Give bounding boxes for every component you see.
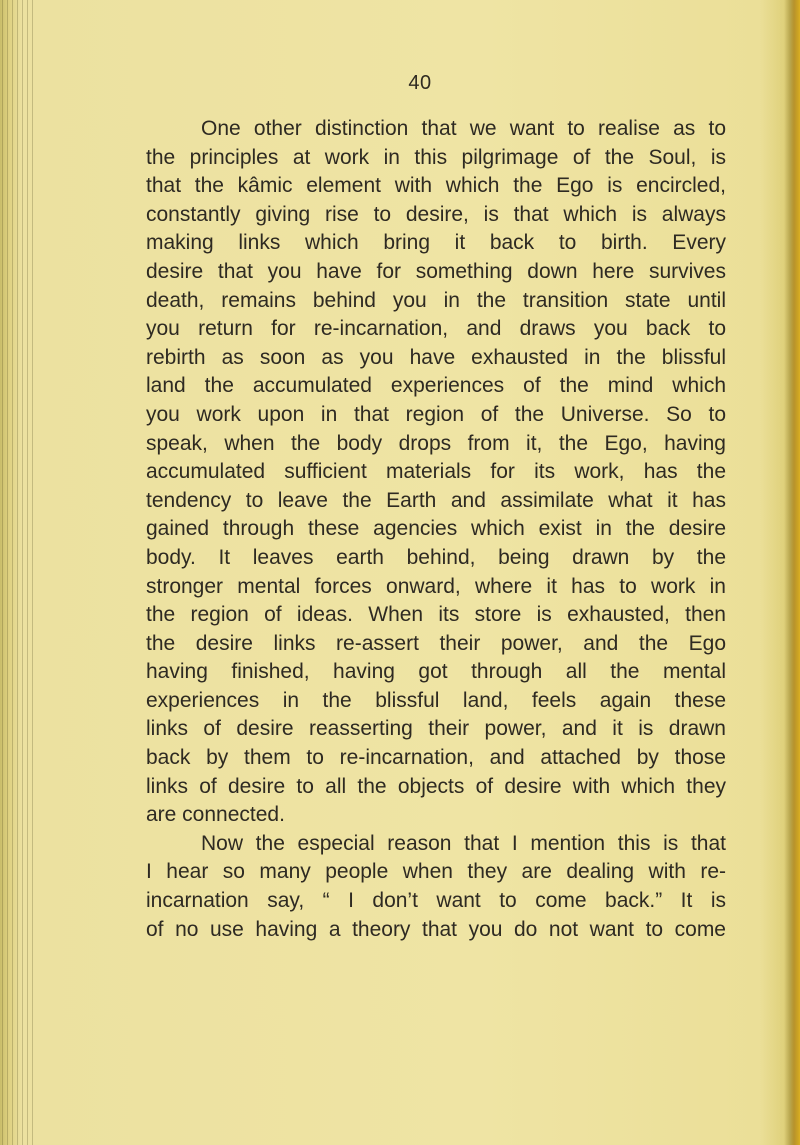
text-line: incarnation say, “ I don’t want to come back.” It is bbox=[146, 889, 726, 913]
text-line: land the accumulated experiences of the mind which bbox=[146, 374, 726, 398]
text-line: body. It leaves earth behind, being drawn by the bbox=[146, 545, 726, 569]
text-line: speak, when the body drops from it, the Ego, having bbox=[146, 431, 726, 455]
text-line: constantly giving rise to desire, is that which is always bbox=[146, 202, 726, 226]
text-line: links of desire to all the objects of desire with which they bbox=[146, 774, 726, 798]
text-line: One other distinction that we want to realise as to bbox=[201, 117, 726, 140]
text-line: stronger mental forces onward, where it has to work in bbox=[146, 574, 726, 598]
text-line: experiences in the blissful land, feels again these bbox=[146, 688, 726, 712]
text-line: gained through these agencies which exist in the desire bbox=[146, 517, 726, 541]
text-line: that the kâmic element with which the Ego is encircled, bbox=[146, 174, 726, 198]
text-line: the desire links re-assert their power, and the Ego bbox=[146, 631, 726, 655]
text-line: Now the especial reason that I mention this is that bbox=[201, 831, 726, 855]
text-line: the region of ideas. When its store is exhausted, then bbox=[146, 603, 726, 627]
text-line: are connected. bbox=[146, 803, 285, 827]
text-line: links of desire reasserting their power, and it is drawn bbox=[146, 717, 726, 741]
body-text bbox=[146, 115, 726, 944]
text-line: the principles at work in this pilgrimage of the Soul, is bbox=[146, 145, 726, 169]
text-line: I hear so many people when they are dealing with re- bbox=[146, 860, 726, 884]
text-line: rebirth as soon as you have exhausted in the blissful bbox=[146, 345, 726, 369]
page-binding-edge bbox=[0, 0, 36, 1145]
text-line: accumulated sufficient materials for its work, has the bbox=[146, 460, 726, 484]
text-line: back by them to re-incarnation, and attached by those bbox=[146, 746, 726, 770]
page-number: 40 bbox=[408, 72, 432, 94]
text-line: having finished, having got through all the mental bbox=[146, 660, 726, 684]
text-line: you return for re-incarnation, and draws you back to bbox=[146, 317, 726, 341]
paragraph bbox=[146, 830, 726, 944]
paragraph bbox=[146, 115, 726, 830]
text-line: tendency to leave the Earth and assimilate what it has bbox=[146, 488, 726, 512]
page-gilt-edge bbox=[784, 0, 800, 1145]
text-line: making links which bring it back to birth. Every bbox=[146, 231, 726, 255]
text-line: of no use having a theory that you do not want to come bbox=[146, 917, 726, 941]
text-line: you work upon in that region of the Universe. So to bbox=[146, 402, 726, 426]
text-line: death, remains behind you in the transition state until bbox=[146, 288, 726, 312]
text-line: desire that you have for something down here survives bbox=[146, 259, 726, 283]
